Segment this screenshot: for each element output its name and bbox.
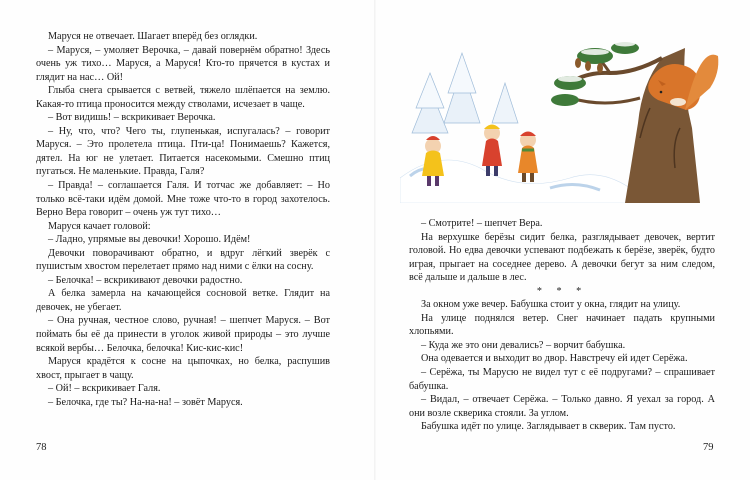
paragraph: – Ой! – вскрикивает Галя. xyxy=(48,383,161,395)
snowy-fir-icon xyxy=(492,83,518,123)
paragraph: А белка замерла на качающейся сосновой ветке. Глядит на девочек, не убегает. xyxy=(36,288,330,313)
paragraph: На верхушке берёзы сидит белка, разглядывает девочек, вертит головой. Но едва девочки успевают подбежать к берёзе, зверёк, будто играя, прыгает на соседнее дерево. А девочки бегут за ним следом, всё дальше и дальше в лес. xyxy=(409,231,715,284)
paragraph: – Куда же это они девались? – ворчит бабушка. xyxy=(421,339,626,351)
paragraph: Маруся качает головой: xyxy=(48,220,151,232)
paragraph: Она одевается и выходит во двор. Навстречу ей идет Серёжа. xyxy=(421,353,688,365)
snowy-fir-icon xyxy=(412,73,448,133)
paragraph: – Она ручная, честное слово, ручная! – шепчет Маруся. – Вот поймать бы её да принести в уголок живой природы – это лучше всякой вербы… Белочка, белочка! Кис-кис-кис! xyxy=(36,315,330,354)
paragraph: – Белочка! – вскрикивают девочки радостно. xyxy=(48,274,243,286)
paragraph: – Ладно, упрямые вы девочки! Хорошо. Идём! xyxy=(48,234,251,246)
pinecone-icon xyxy=(575,58,581,68)
paragraph: – Ну, что, что? Чего ты, глупенькая, испугалась? – говорит Маруся. – Это пролетела птица. Пти-ца! Понимаешь? Кажется, дятел. На юг не улетает. Питается насекомыми. Смешно птиц пугаться. Не маленькие. Правда, Галя? xyxy=(36,125,330,178)
paragraph: На улице поднялся ветер. Снег начинает падать крупными хлопьями. xyxy=(409,312,715,338)
paragraph: Девочки поворачивают обратно, и вдруг лёгкий зверёк с пушистым хвостом перелетает прямо над ними с ёлки на сосну. xyxy=(36,247,330,273)
paragraph: За окном уже вечер. Бабушка стоит у окна, глядит на улицу. xyxy=(421,299,681,311)
paragraph: – Серёжа, ты Марусю не видел тут с её подругами? – спрашивает бабушка. xyxy=(409,367,715,392)
pinecone-icon xyxy=(585,61,591,71)
paragraph: – Вот видишь! – вскрикивает Верочка. xyxy=(48,112,216,124)
paragraph: Маруся крадётся к сосне на цыпочках, но белка, распушив хвост, прыгает в чащу. xyxy=(36,356,330,381)
right-page-text xyxy=(409,217,715,434)
girl-red-coat-icon xyxy=(482,125,502,177)
section-separator: * * * xyxy=(536,285,588,297)
paragraph: – Правда! – соглашается Галя. И тотчас же добавляет: – Но только всё-таки идём домой. Мне тоже что-то в город захотелось. Верно Вера говорит – очень уж тут тихо… xyxy=(36,180,330,219)
page-number: 79 xyxy=(703,442,714,453)
snowy-fir-icon xyxy=(444,53,480,123)
illustration-squirrel-and-girls xyxy=(400,28,720,203)
paragraph: – Белочка, где ты? На-на-на! – зовёт Маруся. xyxy=(48,396,243,408)
paragraph: Глыба снега срывается с ветвей, тяжело шлёпается на землю. Какая-то птица проносится между стволами, исчезает в чаще. xyxy=(36,85,330,110)
paragraph: Бабушка идёт по улице. Заглядывает в скверик. Там пусто. xyxy=(421,421,676,433)
girl-orange-coat-icon xyxy=(518,132,538,183)
paragraph: – Смотрите! – шепчет Вера. xyxy=(421,218,543,229)
left-page-text xyxy=(36,30,330,409)
paragraph: – Видал, – отвечает Серёжа. – Только давно. Я уехал за город. А они возле скверика стояли. За углом. xyxy=(409,394,715,419)
page-number: 78 xyxy=(36,442,47,453)
paragraph: – Маруся, – умоляет Верочка, – давай повернём обратно! Здесь очень уж тихо… Маруся, а Маруся! Кто-то прячется в кустах и глядит на нас… Ой! xyxy=(36,44,330,83)
paragraph: Маруся не отвечает. Шагает вперёд без оглядки. xyxy=(48,31,258,42)
pinecone-icon xyxy=(597,63,603,73)
right-page xyxy=(375,0,750,480)
